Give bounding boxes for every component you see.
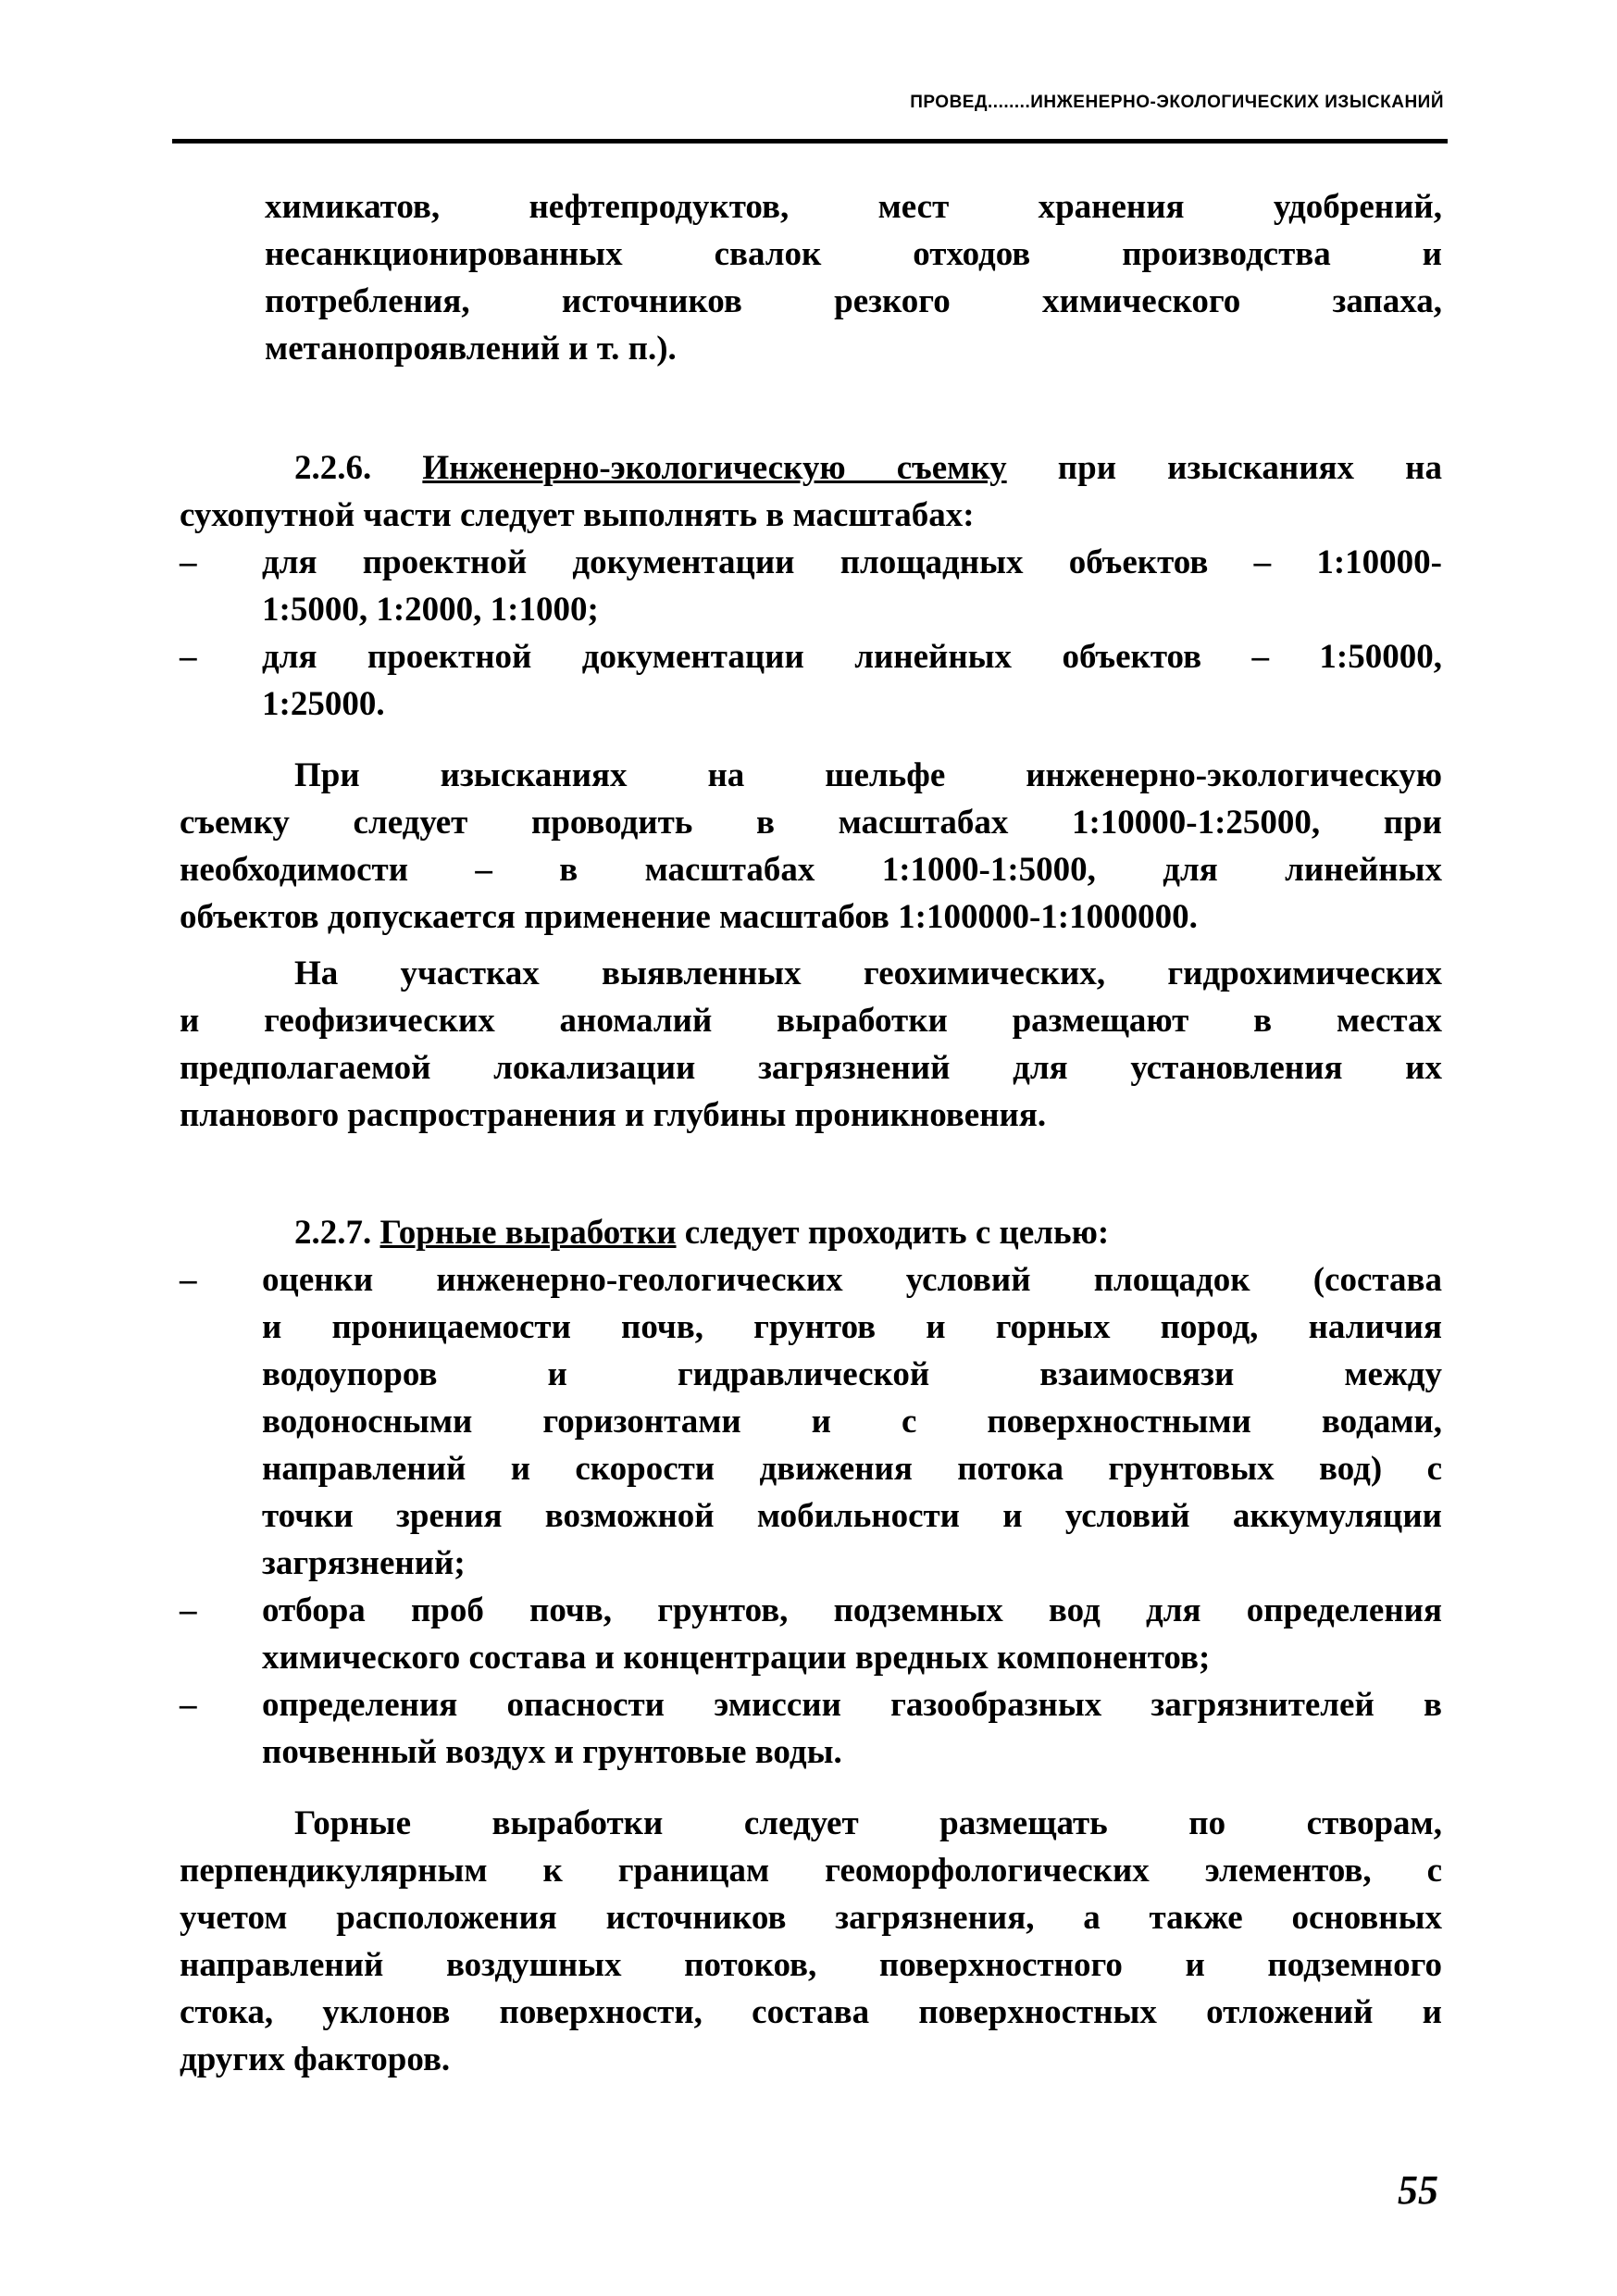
paragraph-line: направлений воздушных потоков, поверхностного и подземного (180, 1946, 1442, 1984)
section-heading-rest: при изысканиях на (1057, 449, 1442, 487)
paragraph-line: почвенный воздух и грунтовые воды. (262, 1733, 842, 1771)
paragraph-line: несанкционированных свалок отходов производства и (265, 235, 1442, 273)
list-dash: – (180, 1686, 197, 1724)
list-dash: – (180, 1261, 197, 1299)
section-2-2-6 (180, 444, 1442, 539)
paragraph-line: отбора проб почв, грунтов, подземных вод для определения (262, 1591, 1442, 1629)
paragraph-line: необходимости – в масштабах 1:1000-1:5000, для линейных (180, 851, 1442, 889)
paragraph-line: точки зрения возможной мобильности и условий аккумуляции (262, 1497, 1442, 1535)
paragraph-line: стока, уклонов поверхности, состава поверхностных отложений и (180, 1993, 1442, 2031)
paragraph-line: для проектной документации площадных объектов – 1:10000- (262, 543, 1442, 581)
paragraph-line: перпендикулярным к границам геоморфологических элементов, с (180, 1852, 1442, 1890)
paragraph-shelf (180, 752, 1442, 941)
paragraph-line: метанопроявлений и т. п.). (265, 330, 677, 368)
paragraph-line: планового распространения и глубины проникновения. (180, 1096, 1047, 1134)
section-number: 2.2.6. (294, 449, 372, 487)
paragraph-line: 1:5000, 1:2000, 1:1000; (262, 591, 599, 629)
paragraph-placement (180, 1800, 1442, 2083)
list-item (180, 1587, 1442, 1681)
paragraph-line: потребления, источников резкого химического запаха, (265, 282, 1442, 320)
paragraph-line: учетом расположения источников загрязнения, а также основных (180, 1899, 1442, 1937)
section-term: Горные выработки (379, 1214, 677, 1252)
paragraph-line: предполагаемой локализации загрязнений для установления их (180, 1049, 1442, 1087)
paragraph-line: для проектной документации линейных объектов – 1:50000, (262, 638, 1442, 676)
paragraph-line: и геофизических аномалий выработки размещают в местах (180, 1002, 1442, 1040)
header-rule (172, 139, 1448, 144)
list-dash: – (180, 1591, 197, 1629)
paragraph-line: При изысканиях на шельфе инженерно-экологическую (294, 756, 1442, 794)
list-item (180, 633, 1442, 728)
paragraph-continuation (265, 183, 1442, 372)
paragraph-line: химического состава и концентрации вредных компонентов; (262, 1639, 1211, 1677)
paragraph-line: водоносными горизонтами и с поверхностными водами, (262, 1403, 1442, 1441)
list-dash: – (180, 543, 197, 581)
paragraph-line: Горные выработки следует размещать по створам, (294, 1804, 1442, 1842)
section-heading-rest: следует проходить с целью: (684, 1214, 1110, 1252)
paragraph-line: оценки инженерно-геологических условий площадок (состава (262, 1261, 1442, 1299)
paragraph-line: других факторов. (180, 2040, 451, 2078)
paragraph-line: объектов допускается применение масштабов 1:100000-1:1000000. (180, 898, 1198, 936)
paragraph-line: 1:25000. (262, 685, 385, 723)
running-header: ПРОВЕД........ИНЖЕНЕРНО-ЭКОЛОГИЧЕСКИХ ИЗЫСКАНИЙ (910, 93, 1444, 112)
paragraph-line: загрязнений; (262, 1544, 466, 1582)
section-2-2-7 (180, 1209, 1442, 1256)
section-heading-line (180, 444, 1442, 492)
paragraph-anomalies (180, 950, 1442, 1139)
paragraph-line: химикатов, нефтепродуктов, мест хранения удобрений, (265, 188, 1442, 226)
section-term: Инженерно-экологическую съемку (422, 449, 1007, 487)
paragraph-line: съемку следует проводить в масштабах 1:10000-1:25000, при (180, 804, 1442, 842)
list-item (180, 1681, 1442, 1776)
paragraph-line: и проницаемости почв, грунтов и горных пород, наличия (262, 1308, 1442, 1346)
paragraph-line: водоупоров и гидравлической взаимосвязи между (262, 1355, 1442, 1393)
paragraph-line: направлений и скорости движения потока грунтовых вод) с (262, 1450, 1442, 1488)
paragraph-line: определения опасности эмиссии газообразных загрязнителей в (262, 1686, 1442, 1724)
paragraph-line: сухопутной части следует выполнять в масштабах: (180, 496, 975, 534)
paragraph-line: На участках выявленных геохимических, гидрохимических (294, 955, 1442, 992)
list-item (180, 539, 1442, 633)
section-heading-line (180, 1209, 1442, 1256)
page-number: 55 (1398, 2167, 1438, 2213)
section-number: 2.2.7. (294, 1214, 372, 1252)
list-item (180, 1256, 1442, 1587)
list-dash: – (180, 638, 197, 676)
